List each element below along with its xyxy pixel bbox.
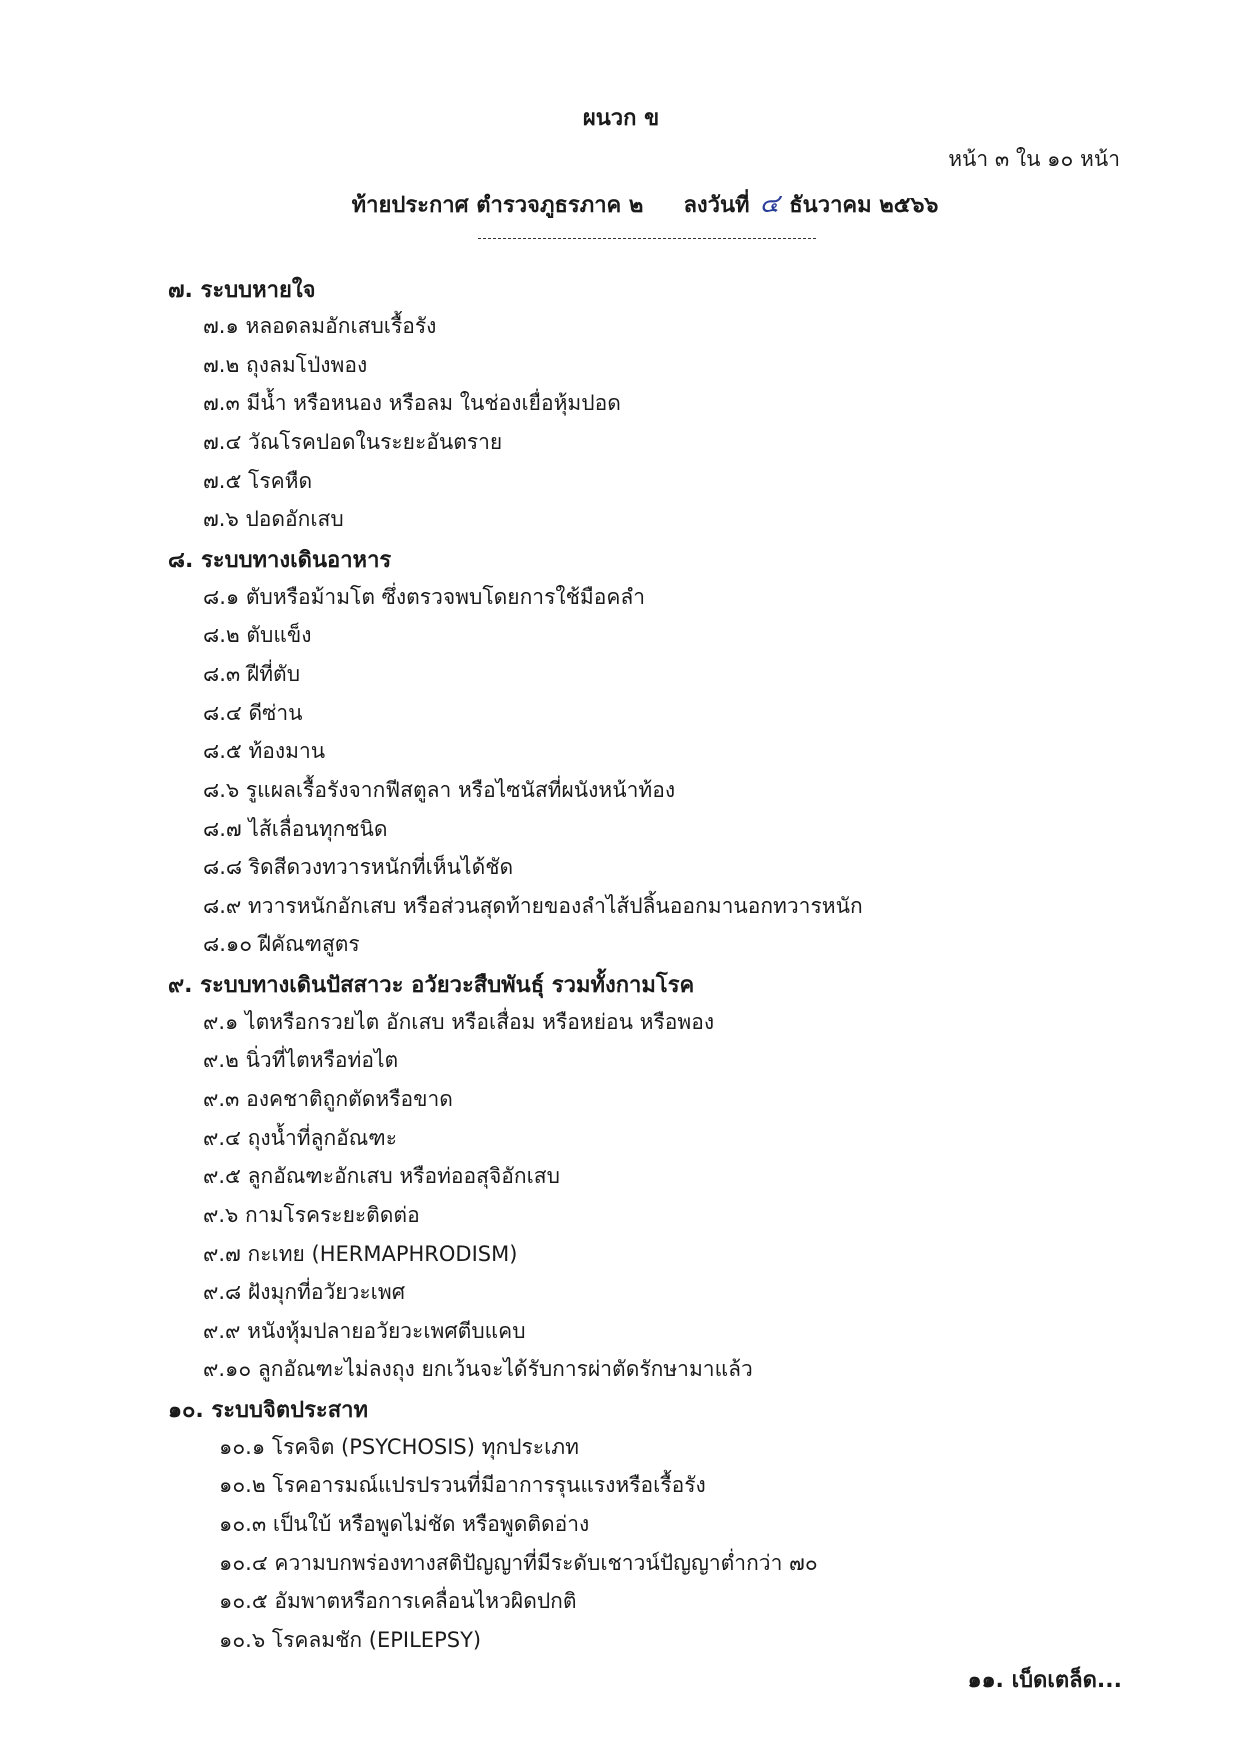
- list-item: ๙.๘ ฝังมุกที่อวัยวะเพศ: [203, 1280, 406, 1304]
- section-heading: ๙. ระบบทางเดินปัสสาวะ อวัยวะสืบพันธุ์ รวมทั้งกามโรค: [168, 973, 695, 998]
- list-item: ๑๐.๓ เป็นใบ้ หรือพูดไม่ชัด หรือพูดติดอ่าง: [219, 1512, 590, 1536]
- list-item: ๙.๖ กามโรคระยะติดต่อ: [203, 1203, 420, 1227]
- list-item: ๘.๙ ทวารหนักอักเสบ หรือส่วนสุดท้ายของลำไส้ปลิ้นออกมานอกทวารหนัก: [203, 894, 863, 918]
- list-item: ๗.๔ วัณโรคปอดในระยะอันตราย: [203, 430, 503, 454]
- page-number: หน้า ๓ ใน ๑๐ หน้า: [948, 147, 1120, 171]
- list-item: ๘.๘ ริดสีดวงทวารหนักที่เห็นได้ชัด: [203, 855, 514, 879]
- continuation-note: ๑๑. เบ็ดเตล็ด...: [967, 1668, 1122, 1693]
- list-item: ๘.๓ ฝีที่ตับ: [203, 662, 301, 686]
- list-item: ๘.๑๐ ฝีคัณฑสูตร: [203, 932, 360, 956]
- date-month-year: ธันวาคม ๒๕๖๖: [789, 193, 939, 218]
- list-item: ๙.๑๐ ลูกอัณฑะไม่ลงถุง ยกเว้นจะได้รับการผ่าตัดรักษามาแล้ว: [203, 1357, 753, 1381]
- list-item: ๘.๑ ตับหรือม้ามโต ซึ่งตรวจพบโดยการใช้มือคลำ: [203, 585, 646, 609]
- list-item: ๗.๑ หลอดลมอักเสบเรื้อรัง: [203, 314, 437, 338]
- section-heading: ๘. ระบบทางเดินอาหาร: [168, 548, 392, 573]
- appendix-title: ผนวก ข: [582, 106, 660, 131]
- list-item: ๑๐.๒ โรคอารมณ์แปรปรวนที่มีอาการรุนแรงหรือเรื้อรัง: [219, 1473, 706, 1497]
- list-item: ๙.๕ ลูกอัณฑะอักเสบ หรือท่ออสุจิอักเสบ: [203, 1164, 560, 1188]
- list-item: ๙.๓ องคชาติถูกตัดหรือขาด: [203, 1087, 453, 1111]
- date-day: ๔: [759, 189, 780, 219]
- announcement-line: [0, 183, 1242, 224]
- list-item: ๗.๒ ถุงลมโป่งพอง: [203, 353, 368, 377]
- list-item: ๑๐.๔ ความบกพร่องทางสติปัญญาที่มีระดับเชาวน์ปัญญาต่ำกว่า ๗๐: [219, 1551, 818, 1575]
- list-item: ๙.๒ นิ่วที่ไตหรือท่อไต: [203, 1048, 399, 1072]
- list-item: ๗.๕ โรคหืด: [203, 469, 313, 493]
- list-item: ๘.๖ รูแผลเรื้อรังจากฟีสตูลา หรือไซนัสที่ผนังหน้าท้อง: [203, 778, 676, 802]
- list-item: ๘.๔ ดีซ่าน: [203, 701, 303, 725]
- list-item: ๑๐.๕ อัมพาตหรือการเคลื่อนไหวผิดปกติ: [219, 1589, 577, 1613]
- date-label: ลงวันที่: [683, 193, 750, 218]
- list-item: ๑๐.๑ โรคจิต (PSYCHOSIS) ทุกประเภท: [219, 1435, 579, 1459]
- list-item: ๘.๗ ไส้เลื่อนทุกชนิด: [203, 817, 388, 841]
- list-item: ๙.๙ หนังหุ้มปลายอวัยวะเพศตีบแคบ: [203, 1319, 526, 1343]
- list-item: ๙.๑ ไตหรือกรวยไต อักเสบ หรือเสื่อม หรือหย่อน หรือพอง: [203, 1010, 715, 1034]
- list-item: ๑๐.๖ โรคลมชัก (EPILEPSY): [219, 1628, 482, 1652]
- list-item: ๗.๓ มีน้ำ หรือหนอง หรือลม ในช่องเยื่อหุ้มปอด: [203, 391, 621, 415]
- list-item: ๗.๖ ปอดอักเสบ: [203, 507, 344, 531]
- section-heading: ๑๐. ระบบจิตประสาท: [168, 1398, 369, 1423]
- section-heading: ๗. ระบบหายใจ: [168, 278, 316, 303]
- list-item: ๘.๒ ตับแข็ง: [203, 623, 312, 647]
- announcement-prefix: ท้ายประกาศ ตำรวจภูธรภาค ๒: [351, 193, 644, 218]
- divider-line: [478, 238, 816, 239]
- list-item: ๘.๕ ท้องมาน: [203, 739, 326, 763]
- list-item: ๙.๔ ถุงน้ำที่ลูกอัณฑะ: [203, 1126, 397, 1150]
- list-item: ๙.๗ กะเทย (HERMAPHRODISM): [203, 1242, 518, 1266]
